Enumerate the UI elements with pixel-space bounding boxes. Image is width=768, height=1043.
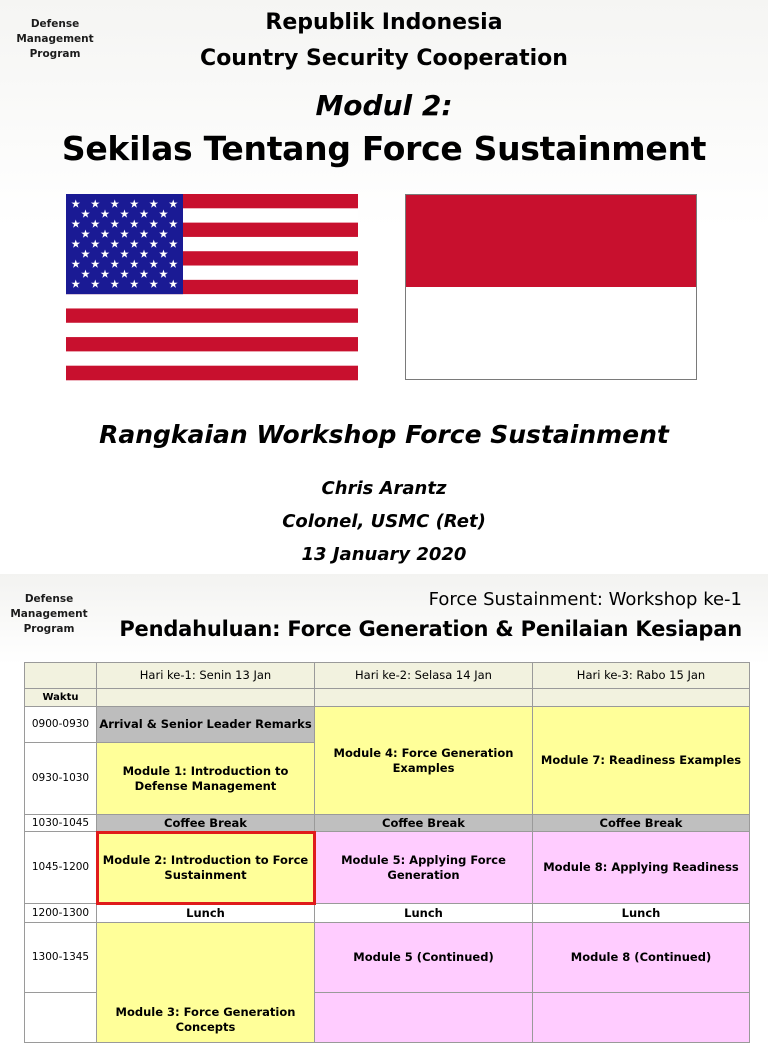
coffee-break-cell: Coffee Break <box>97 815 315 832</box>
flag-stripe <box>66 337 358 352</box>
module-1-cell: Module 1: Introduction to Defense Management <box>97 743 315 815</box>
day-header: Hari ke-2: Selasa 14 Jan <box>315 663 533 689</box>
flag-canton <box>66 194 183 294</box>
logo-line: Management <box>16 33 94 45</box>
coffee-break-cell: Coffee Break <box>533 815 750 832</box>
flag-white-band <box>406 287 696 379</box>
arrival-remarks-cell: Arrival & Senior Leader Remarks <box>97 707 315 743</box>
slide-title: Pendahuluan: Force Generation & Penilaian Kesiapan <box>119 617 742 641</box>
flag-stripe <box>66 323 358 338</box>
series-title: Rangkaian Workshop Force Sustainment <box>99 420 669 449</box>
lunch-cell: Lunch <box>315 904 533 923</box>
table-row <box>25 832 750 904</box>
table-row <box>25 815 750 832</box>
module-5-cell: Module 5: Applying Force Generation <box>315 832 533 904</box>
module-2-cell-highlighted: Module 2: Introduction to Force Sustainment <box>97 832 315 904</box>
slide-title: Sekilas Tentang Force Sustainment <box>61 129 707 168</box>
table-row <box>25 707 750 743</box>
workshop-subtitle: Force Sustainment: Workshop ke-1 <box>428 589 742 610</box>
coffee-break-cell: Coffee Break <box>315 815 533 832</box>
presenter-name: Chris Arantz <box>321 478 447 499</box>
module-4-cell: Module 4: Force Generation Examples <box>315 707 533 815</box>
time-slot: 0930-1030 <box>25 743 97 815</box>
flag-red-band <box>406 195 696 287</box>
flag-stripe <box>66 351 358 366</box>
table-row <box>25 689 750 707</box>
program-heading: Country Security Cooperation <box>200 46 568 71</box>
module-7-cell: Module 7: Readiness Examples <box>533 707 750 815</box>
table-row <box>25 663 750 689</box>
waktu-header: Waktu <box>25 689 97 707</box>
lunch-cell: Lunch <box>533 904 750 923</box>
time-slot: 1045-1200 <box>25 832 97 904</box>
logo-line: Program <box>29 48 81 60</box>
day-header: Hari ke-3: Rabo 15 Jan <box>533 663 750 689</box>
logo-line: Defense <box>30 18 80 30</box>
country-heading: Republik Indonesia <box>265 10 503 35</box>
dmp-logo <box>4 592 94 637</box>
time-slot: 0900-0930 <box>25 707 97 743</box>
presenter-rank: Colonel, USMC (Ret) <box>282 511 486 532</box>
lunch-cell: Lunch <box>97 904 315 923</box>
flag-stripe <box>66 366 358 381</box>
empty-cell <box>97 689 315 707</box>
us-flag <box>66 194 358 380</box>
corner-cell <box>25 663 97 689</box>
module-heading: Modul 2: <box>315 89 453 122</box>
module-8-cell: Module 8: Applying Readiness <box>533 832 750 904</box>
empty-cell <box>315 689 533 707</box>
slide-2 <box>0 574 768 1034</box>
schedule-table <box>24 662 750 1043</box>
empty-cell <box>315 993 533 1043</box>
module-5-continued-cell: Module 5 (Continued) <box>315 923 533 993</box>
time-slot: 1030-1045 <box>25 815 97 832</box>
presentation-date: 13 January 2020 <box>301 544 467 565</box>
table-row <box>25 923 750 993</box>
time-slot: 1200-1300 <box>25 904 97 923</box>
logo-line: Program <box>23 623 75 635</box>
logo-line: Management <box>10 608 88 620</box>
day-header: Hari ke-1: Senin 13 Jan <box>97 663 315 689</box>
empty-cell <box>533 689 750 707</box>
time-slot <box>25 993 97 1043</box>
empty-cell <box>533 993 750 1043</box>
indonesia-flag <box>405 194 697 380</box>
time-slot: 1300-1345 <box>25 923 97 993</box>
flag-stripe <box>66 308 358 323</box>
logo-line: Defense <box>24 593 74 605</box>
table-row <box>25 904 750 923</box>
module-8-continued-cell: Module 8 (Continued) <box>533 923 750 993</box>
flag-stripe <box>66 294 358 309</box>
module-3-cell: Module 3: Force Generation Concepts <box>97 923 315 1043</box>
